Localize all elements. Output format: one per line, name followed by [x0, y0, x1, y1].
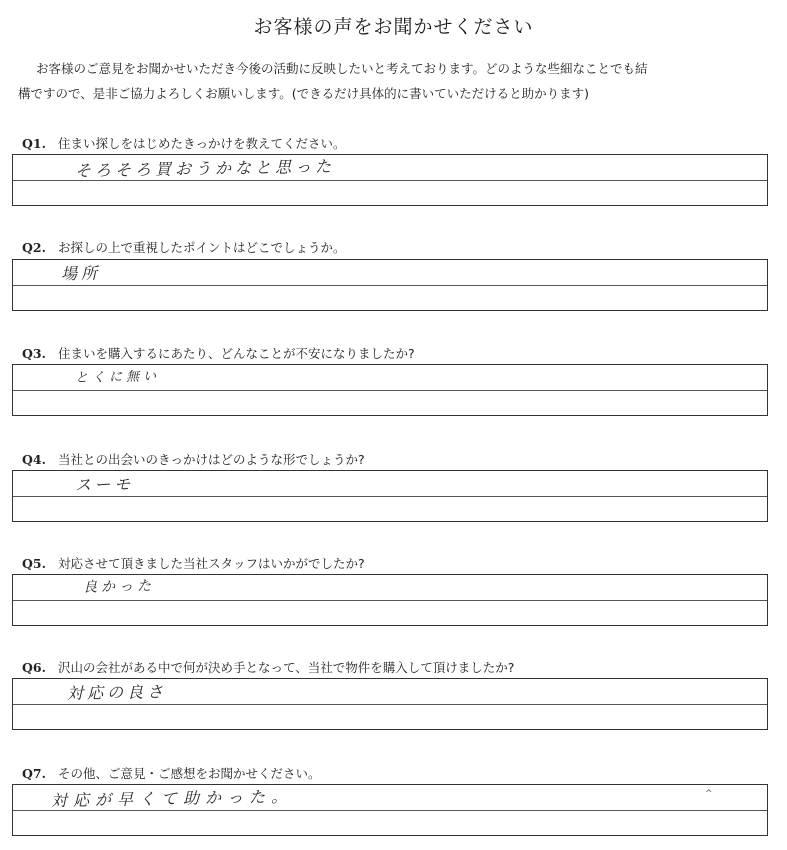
answer-box-2-divider — [13, 285, 767, 286]
question-6-label — [22, 658, 514, 676]
answer-1-text: そろそろ買おうかなと思った — [74, 156, 336, 181]
question-5-number: Q5. — [22, 556, 46, 571]
answer-3-text: とくに無い — [74, 369, 161, 386]
answer-4-text: スーモ — [74, 474, 135, 495]
intro-text-line-2: 構ですので、是非ご協力よろしくお願いします。(できるだけ具体的に書いていただけると助かります) — [18, 86, 590, 101]
question-4-label — [22, 450, 365, 468]
page-title: お客様の声をお聞かせください — [253, 16, 534, 38]
question-1-text: 住まい探しをはじめたきっかけを教えてください。 — [57, 136, 346, 151]
question-3-number: Q3. — [22, 346, 46, 361]
answer-box-7 — [12, 784, 768, 836]
answer-box-3-divider — [13, 390, 767, 391]
answer-box-5 — [12, 574, 768, 626]
answer-box-4-divider — [13, 496, 767, 497]
question-3-text: 住まいを購入するにあたり、どんなことが不安になりましたか? — [57, 346, 415, 361]
question-6-text: 沢山の会社がある中で何が決め手となって、当社で物件を購入して頂けましたか? — [57, 660, 515, 675]
answer-box-6-divider — [13, 704, 767, 705]
answer-6-text: 対応の良さ — [66, 682, 168, 703]
question-2-text: お探しの上で重視したポイントはどこでしょうか。 — [57, 240, 346, 255]
answer-box-5-divider — [13, 600, 767, 601]
question-2-label — [22, 238, 345, 256]
question-3-label — [22, 344, 415, 362]
intro-text-line-1: お客様のご意見をお聞かせいただき今後の活動に反映したいと考えております。どのような些細なことでも結 — [36, 61, 648, 76]
question-4-text: 当社との出会いのきっかけはどのような形でしょうか? — [57, 452, 365, 467]
answer-box-7-divider — [13, 810, 767, 811]
question-4-number: Q4. — [22, 452, 46, 467]
answer-5-text: 良かった — [82, 578, 156, 596]
question-5-text: 対応させて頂きました当社スタッフはいかがでしたか? — [57, 556, 365, 571]
question-7-text: その他、ご意見・ご感想をお聞かせください。 — [57, 766, 321, 781]
answer-box-3 — [12, 364, 768, 416]
question-2-number: Q2. — [22, 240, 46, 255]
question-7-label — [22, 764, 320, 782]
answer-7-text: 対応が早くて助かった。 — [50, 786, 294, 811]
question-1-number: Q1. — [22, 136, 46, 151]
answer-box-6 — [12, 678, 768, 730]
question-7-number: Q7. — [22, 766, 46, 781]
answer-box-2 — [12, 259, 768, 311]
question-5-label — [22, 554, 365, 572]
answer-box-4 — [12, 470, 768, 522]
answer-2-text: 場所 — [60, 263, 102, 284]
ink-speck: ^ — [705, 789, 713, 799]
answer-box-1 — [12, 154, 768, 206]
question-6-number: Q6. — [22, 660, 46, 675]
question-1-label — [22, 134, 345, 152]
